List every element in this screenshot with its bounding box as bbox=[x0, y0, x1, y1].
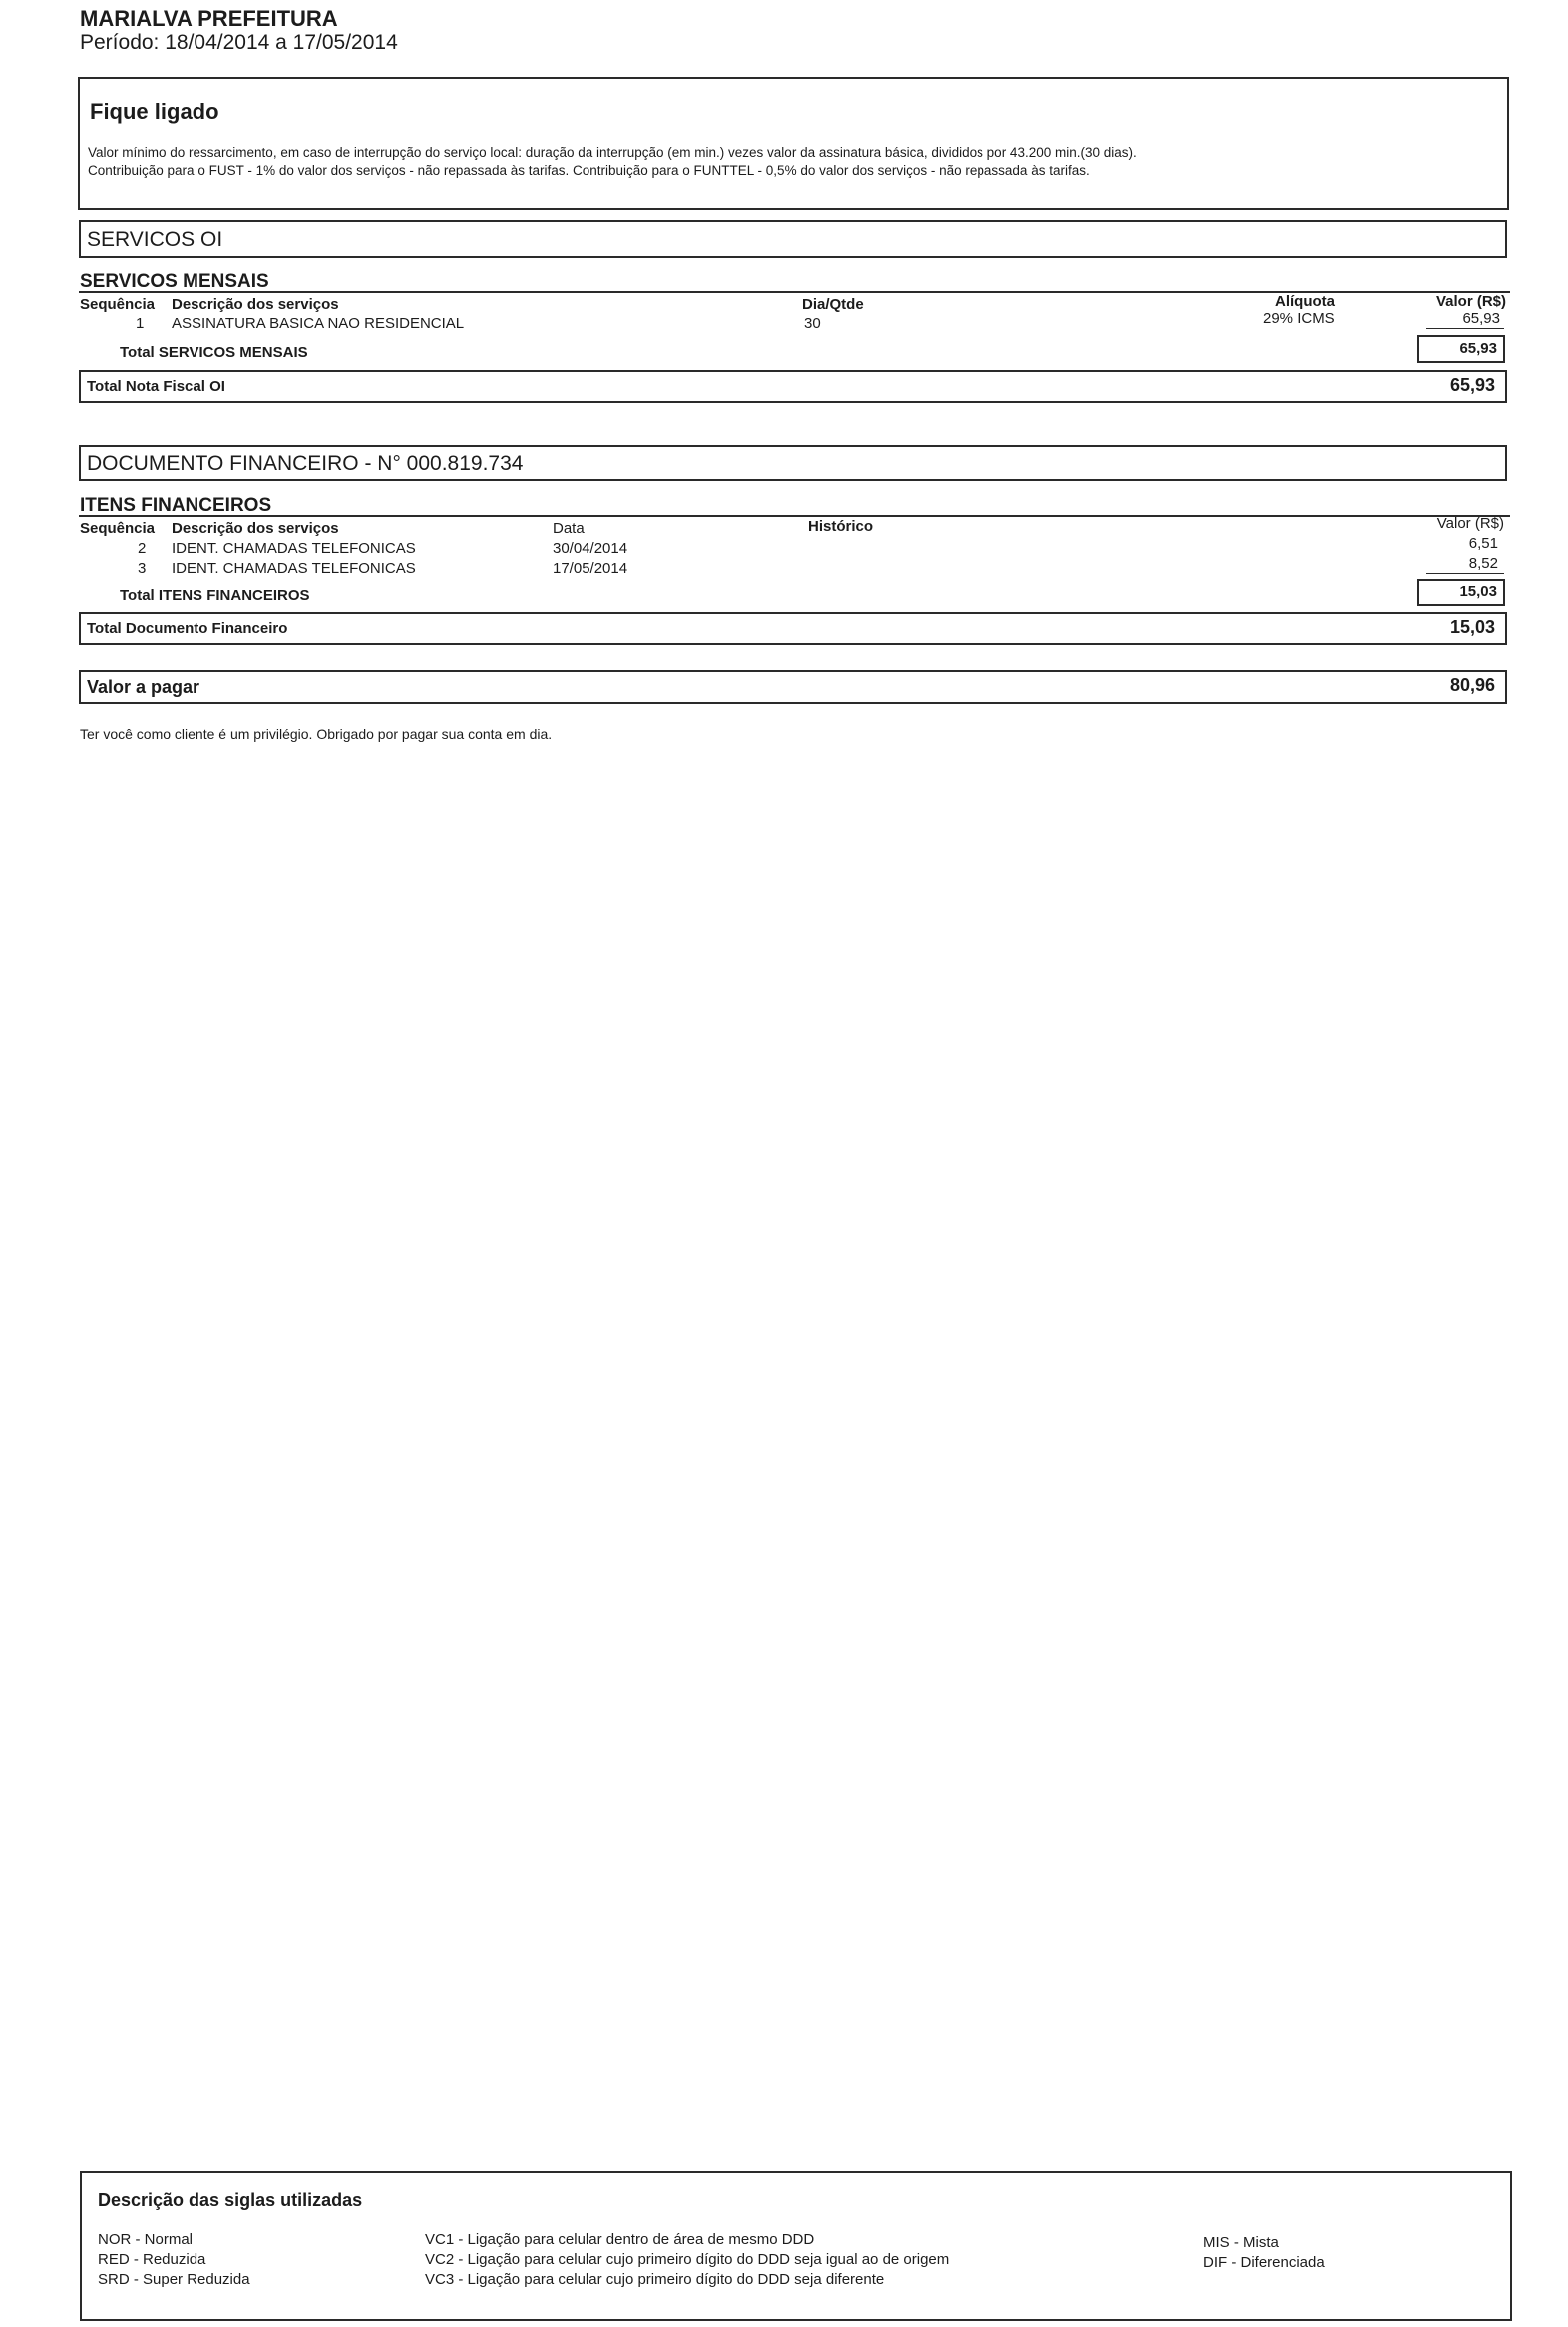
row-desc: IDENT. CHAMADAS TELEFONICAS bbox=[172, 540, 416, 557]
itens-financeiros-title: ITENS FINANCEIROS bbox=[80, 495, 272, 516]
total-documento-value: 15,03 bbox=[1449, 617, 1495, 637]
col-valor: Valor (R$) bbox=[1436, 515, 1504, 532]
col-historico: Histórico bbox=[808, 518, 874, 535]
row-seq: 2 bbox=[138, 540, 147, 557]
info-box-title: Fique ligado bbox=[90, 99, 219, 124]
documento-section-header bbox=[79, 445, 1507, 481]
total-documento-box bbox=[79, 612, 1507, 645]
valor-pagar-label: Valor a pagar bbox=[87, 677, 200, 697]
siglas-col-2 bbox=[425, 2230, 949, 2290]
sigla-item: RED - Reduzida bbox=[98, 2251, 206, 2268]
total-documento-label: Total Documento Financeiro bbox=[87, 620, 288, 637]
sigla-item: VC3 - Ligação para celular cujo primeiro dígito do DDD seja diferente bbox=[425, 2271, 885, 2288]
underline bbox=[1426, 328, 1504, 329]
row-data: 30/04/2014 bbox=[553, 540, 628, 557]
col-descricao: Descrição dos serviços bbox=[172, 520, 339, 537]
siglas-box bbox=[80, 2171, 1512, 2321]
valor-pagar-box bbox=[79, 670, 1507, 704]
col-aliquota: Alíquota bbox=[1275, 293, 1335, 310]
divider bbox=[79, 515, 1510, 517]
info-line-2: Contribuição para o FUST - 1% do valor dos serviços - não repassada às tarifas. Contribuição para o FUNTTEL - 0,5% do valor dos serviços - não repassada às tarifas. bbox=[88, 163, 1090, 178]
row-desc: ASSINATURA BASICA NAO RESIDENCIAL bbox=[172, 315, 465, 332]
row-dia: 30 bbox=[804, 315, 821, 332]
row-seq: 3 bbox=[138, 560, 147, 577]
total-itens-label: Total ITENS FINANCEIROS bbox=[120, 587, 310, 604]
col-descricao: Descrição dos serviços bbox=[172, 296, 339, 313]
col-dia-qtde: Dia/Qtde bbox=[802, 296, 864, 313]
row-valor: 6,51 bbox=[1468, 535, 1498, 552]
siglas-col-3 bbox=[1203, 2233, 1325, 2273]
total-nota-fiscal-box bbox=[79, 370, 1507, 403]
servicos-section-title: SERVICOS OI bbox=[87, 228, 223, 251]
servicos-mensais-title: SERVICOS MENSAIS bbox=[80, 271, 269, 292]
row-valor: 65,93 bbox=[1462, 310, 1500, 327]
servicos-section-header bbox=[79, 220, 1507, 258]
total-nota-fiscal-label: Total Nota Fiscal OI bbox=[87, 378, 225, 395]
company-title: MARIALVA PREFEITURA bbox=[80, 6, 338, 31]
total-servicos-value: 65,93 bbox=[1417, 335, 1505, 363]
row-desc: IDENT. CHAMADAS TELEFONICAS bbox=[172, 560, 416, 577]
col-sequencia: Sequência bbox=[80, 296, 156, 313]
siglas-title: Descrição das siglas utilizadas bbox=[98, 2190, 363, 2210]
total-nota-fiscal-value: 65,93 bbox=[1449, 375, 1495, 395]
row-seq: 1 bbox=[136, 315, 145, 332]
sigla-item: MIS - Mista bbox=[1203, 2234, 1279, 2251]
row-data: 17/05/2014 bbox=[553, 560, 628, 577]
sigla-item: VC1 - Ligação para celular dentro de área de mesmo DDD bbox=[425, 2231, 815, 2248]
sigla-item: DIF - Diferenciada bbox=[1203, 2254, 1325, 2271]
row-valor: 8,52 bbox=[1468, 555, 1498, 572]
col-sequencia: Sequência bbox=[80, 520, 156, 537]
row-aliquota: 29% ICMS bbox=[1263, 310, 1335, 327]
total-servicos-label: Total SERVICOS MENSAIS bbox=[120, 344, 308, 361]
total-itens-value: 15,03 bbox=[1417, 579, 1505, 606]
sigla-item: VC2 - Ligação para celular cujo primeiro dígito do DDD seja igual ao de origem bbox=[425, 2251, 950, 2268]
thank-you-message: Ter você como cliente é um privilégio. Obrigado por pagar sua conta em dia. bbox=[80, 726, 553, 742]
col-valor: Valor (R$) bbox=[1435, 293, 1506, 310]
info-box bbox=[78, 77, 1509, 210]
info-line-1: Valor mínimo do ressarcimento, em caso de interrupção do serviço local: duração da interrupção (em min.) vezes valor da assinatura básica, divididos por 43.200 min.(30 dias). bbox=[88, 145, 1137, 160]
valor-pagar-value: 80,96 bbox=[1449, 675, 1495, 695]
col-data: Data bbox=[553, 520, 585, 537]
sigla-item: SRD - Super Reduzida bbox=[98, 2271, 250, 2288]
underline bbox=[1426, 573, 1504, 574]
siglas-col-1 bbox=[98, 2230, 250, 2290]
documento-section-title: DOCUMENTO FINANCEIRO - N° 000.819.734 bbox=[87, 452, 524, 475]
billing-period: Período: 18/04/2014 a 17/05/2014 bbox=[80, 31, 398, 54]
sigla-item: NOR - Normal bbox=[98, 2231, 194, 2248]
